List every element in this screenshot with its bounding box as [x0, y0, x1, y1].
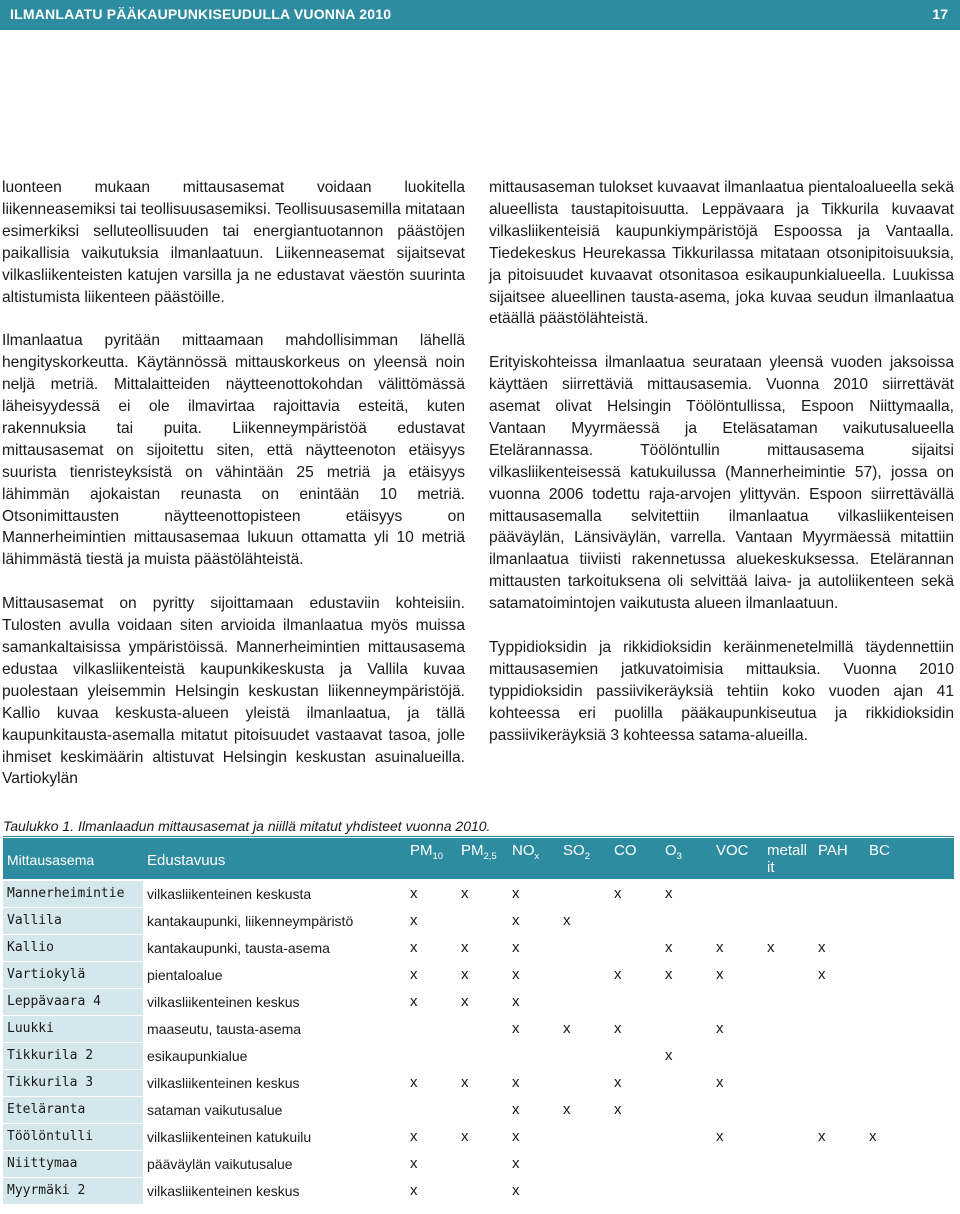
measurement-mark-cell: [814, 1042, 865, 1069]
measurement-mark-cell: x: [610, 1015, 661, 1042]
measurement-mark-cell: x: [406, 1177, 457, 1204]
right-text-column: [489, 177, 954, 768]
measurement-mark-cell: x: [406, 880, 457, 907]
table-row: [3, 1069, 954, 1096]
description-cell: pääväylän vaikutusalue: [143, 1150, 406, 1177]
station-name-cell: Leppävaara 4: [3, 988, 143, 1015]
paragraph: mittausaseman tulokset kuvaavat ilmanlaatua pientaloalueella sekä alueellista taustapitoisuutta. Leppävaara ja Tikkurila kuvaavat vilkasliikenteisiä kaupunkiympäristöjä Espoossa ja Vantaalla. Tiedekeskus Heurekassa Tikkurilassa mitataan otsonipitoisuuksia, ja pitoisuudet kuvaavat otsonitasoa esikaupunkialueella. Luukissa sijaitsee alueellinen tausta-asema, joka kuvaa seudun ilmanlaatua etäällä päästölähteistä.: [489, 179, 954, 328]
measurement-mark-cell: x: [610, 1069, 661, 1096]
measurement-mark-cell: [559, 1042, 610, 1069]
measurement-mark-cell: x: [457, 934, 508, 961]
measurement-mark-cell: [814, 1150, 865, 1177]
measurement-mark-cell: [865, 934, 954, 961]
table-row: [3, 1096, 954, 1123]
measurement-mark-cell: [865, 907, 954, 934]
measurement-mark-cell: x: [712, 1123, 763, 1150]
measurement-mark-cell: x: [865, 1123, 954, 1150]
measurement-mark-cell: [559, 934, 610, 961]
measurement-mark-cell: x: [508, 934, 559, 961]
measurement-mark-cell: [763, 1177, 814, 1204]
caption-divider: [3, 836, 954, 837]
description-cell: maaseutu, tausta-asema: [143, 1015, 406, 1042]
station-name-cell: Eteläranta: [3, 1096, 143, 1123]
station-name-cell: Myyrmäki 2: [3, 1177, 143, 1204]
measurement-mark-cell: x: [763, 934, 814, 961]
measurement-mark-cell: [457, 1015, 508, 1042]
measurement-mark-cell: [610, 988, 661, 1015]
running-header-title: ILMANLAATU PÄÄKAUPUNKISEUDULLA VUONNA 2010: [10, 6, 392, 22]
measurement-mark-cell: [661, 988, 712, 1015]
table-row: [3, 1015, 954, 1042]
description-cell: vilkasliikenteinen keskusta: [143, 880, 406, 907]
measurement-mark-cell: [763, 988, 814, 1015]
left-text-column: [2, 177, 465, 812]
measurement-mark-cell: [508, 1042, 559, 1069]
measurement-mark-cell: x: [508, 1096, 559, 1123]
measurement-mark-cell: x: [406, 934, 457, 961]
measurement-mark-cell: [814, 988, 865, 1015]
header-station: Mittausasema: [3, 838, 143, 880]
measurement-mark-cell: [712, 880, 763, 907]
measurement-mark-cell: x: [712, 934, 763, 961]
header-voc: VOC: [712, 838, 763, 880]
measurement-mark-cell: [763, 1096, 814, 1123]
measurement-mark-cell: [559, 1069, 610, 1096]
measurement-mark-cell: [559, 961, 610, 988]
measurement-mark-cell: x: [406, 1150, 457, 1177]
measurement-mark-cell: [610, 1150, 661, 1177]
table-row: [3, 907, 954, 934]
measurement-mark-cell: x: [406, 961, 457, 988]
table-row: [3, 880, 954, 907]
measurement-mark-cell: x: [508, 1123, 559, 1150]
measurement-mark-cell: x: [457, 1123, 508, 1150]
measurement-mark-cell: x: [559, 1015, 610, 1042]
paragraph: luonteen mukaan mittausasemat voidaan luokitella liikenneasemiksi tai teollisuusasemiksi. Teollisuusasemilla mitataan esimerkiksi selluteollisuuden tai energiantuotannon päästöjen paikallisia vaikutuksia ilmanlaatuun. Liikenneasemat sijaitsevat vilkasliikenteisten katujen varsilla ja ne edustavat väestön suurinta altistumista liikenteen päästöille.: [2, 179, 465, 306]
measurement-mark-cell: x: [406, 1123, 457, 1150]
measurement-mark-cell: [559, 988, 610, 1015]
table-row: [3, 1123, 954, 1150]
paragraph: Mittausasemat on pyritty sijoittamaan edustaviin kohteisiin. Tulosten avulla voidaan siten arvioida ilmanlaatua myös muissa samankaltaisissa ympäristöissä. Mannerheimintien mittausasema edustaa vilkasliikenteistä kaupunkikeskusta ja Vallila kuvaa puolestaan yleisemmin Helsingin keskustan liikenneympäristöjä. Kallio kuvaa keskusta-alueen yleistä ilmanlaatua, ja tällä kaupunkitausta-asemalla mitatut pitoisuudet vastaavat tasoa, jolle ihmiset keskimäärin altistuvat Helsingin keskustan asuinalueilla. Vartiokylän: [2, 595, 465, 788]
header-bc: BC: [865, 838, 954, 880]
measurement-mark-cell: [763, 1123, 814, 1150]
measurement-mark-cell: x: [457, 961, 508, 988]
measurement-mark-cell: [457, 1177, 508, 1204]
measurement-mark-cell: [712, 988, 763, 1015]
measurement-mark-cell: x: [406, 907, 457, 934]
measurement-mark-cell: [661, 1177, 712, 1204]
header-description: Edustavuus: [143, 838, 406, 880]
measurement-mark-cell: x: [814, 1123, 865, 1150]
measurement-mark-cell: [865, 1069, 954, 1096]
measurement-mark-cell: [814, 1015, 865, 1042]
description-cell: esikaupunkialue: [143, 1042, 406, 1069]
table-body: [3, 880, 954, 1204]
measurement-mark-cell: [763, 880, 814, 907]
measurement-mark-cell: [763, 1042, 814, 1069]
table-row: [3, 1177, 954, 1204]
measurement-mark-cell: x: [610, 1096, 661, 1123]
measurement-mark-cell: x: [559, 1096, 610, 1123]
measurement-mark-cell: [661, 1015, 712, 1042]
description-cell: vilkasliikenteinen keskus: [143, 988, 406, 1015]
measurement-mark-cell: [814, 1069, 865, 1096]
measurement-mark-cell: x: [661, 961, 712, 988]
header-metals: metallit: [763, 838, 814, 880]
measurement-mark-cell: [763, 1150, 814, 1177]
measurement-mark-cell: x: [508, 907, 559, 934]
measurement-mark-cell: [865, 988, 954, 1015]
header-co: CO: [610, 838, 661, 880]
measurement-mark-cell: [559, 1177, 610, 1204]
measurement-mark-cell: x: [712, 1069, 763, 1096]
measurement-mark-cell: [661, 907, 712, 934]
table-row: [3, 961, 954, 988]
header-pm25: $PM_{2,5}$: [457, 838, 508, 880]
measurement-mark-cell: x: [508, 1069, 559, 1096]
measurement-mark-cell: [814, 880, 865, 907]
description-cell: sataman vaikutusalue: [143, 1096, 406, 1123]
description-cell: pientaloalue: [143, 961, 406, 988]
station-name-cell: Tikkurila 2: [3, 1042, 143, 1069]
measurement-mark-cell: x: [457, 880, 508, 907]
measurement-mark-cell: [712, 1096, 763, 1123]
measurement-mark-cell: [457, 1042, 508, 1069]
measurement-mark-cell: [712, 1150, 763, 1177]
header-o3: $O_3$: [661, 838, 712, 880]
measurement-mark-cell: [406, 1096, 457, 1123]
header-so2: $SO_2$: [559, 838, 610, 880]
measurement-mark-cell: [763, 1069, 814, 1096]
measurement-mark-cell: x: [610, 961, 661, 988]
station-name-cell: Töölöntulli: [3, 1123, 143, 1150]
measurement-mark-cell: [712, 1042, 763, 1069]
measurement-mark-cell: [712, 907, 763, 934]
measurement-mark-cell: [610, 1123, 661, 1150]
description-cell: vilkasliikenteinen katukuilu: [143, 1123, 406, 1150]
table-row: [3, 1042, 954, 1069]
measurement-mark-cell: [610, 934, 661, 961]
paragraph: Ilmanlaatua pyritään mittaamaan mahdollisimman lähellä hengityskorkeutta. Käytännössä mittauskorkeus on yleensä noin neljä metriä. Mittalaitteiden näytteenottokohdan välittömässä läheisyydessä ei ole ilmavirtaa rajoittavia esteitä, kuten rakennuksia tai puita. Liikenneympäristöä edustavat mittausasemat on sijoitettu siten, että näytteenoton etäisyys suurista tienristeyksistä on vähintään 25 metriä ja etäisyys lähimmän ajokaistan reunasta on enintään 10 metriä. Otsonimittausten näytteenottopisteen etäisyys on Mannerheimintien mittausasemaa lukuun ottamatta yli 10 metriä lähimmästä tiestä ja muista päästölähteistä.: [2, 332, 465, 569]
header-nox: $NO_x$: [508, 838, 559, 880]
station-name-cell: Kallio: [3, 934, 143, 961]
table-caption: Taulukko 1. Ilmanlaadun mittausasemat ja niillä mitatut yhdisteet vuonna 2010.: [3, 818, 491, 834]
measurement-mark-cell: [865, 880, 954, 907]
measurement-mark-cell: x: [508, 880, 559, 907]
measurement-mark-cell: x: [559, 907, 610, 934]
description-cell: vilkasliikenteinen keskus: [143, 1069, 406, 1096]
measurement-mark-cell: x: [508, 988, 559, 1015]
measurement-mark-cell: [865, 1042, 954, 1069]
measurement-mark-cell: [661, 1069, 712, 1096]
table-header-row: [3, 838, 954, 880]
measurement-mark-cell: x: [661, 1042, 712, 1069]
header-pah: PAH: [814, 838, 865, 880]
measurement-mark-cell: x: [508, 1177, 559, 1204]
table-row: [3, 934, 954, 961]
measurement-mark-cell: [610, 1177, 661, 1204]
header-pm10: $PM_{10}$: [406, 838, 457, 880]
measurement-mark-cell: [865, 1015, 954, 1042]
measurement-mark-cell: [865, 1177, 954, 1204]
measurement-mark-cell: [661, 1150, 712, 1177]
table-row: [3, 988, 954, 1015]
description-cell: vilkasliikenteinen keskus: [143, 1177, 406, 1204]
measurement-mark-cell: [457, 1150, 508, 1177]
measurement-mark-cell: x: [712, 1015, 763, 1042]
station-name-cell: Vartiokylä: [3, 961, 143, 988]
measurement-mark-cell: [457, 907, 508, 934]
measurement-mark-cell: [559, 1150, 610, 1177]
measurement-mark-cell: x: [814, 934, 865, 961]
station-name-cell: Niittymaa: [3, 1150, 143, 1177]
measurement-mark-cell: [661, 1123, 712, 1150]
description-cell: kantakaupunki, tausta-asema: [143, 934, 406, 961]
measurement-mark-cell: [865, 961, 954, 988]
paragraph: Typpidioksidin ja rikkidioksidin keräinmenetelmillä täydennettiin mittausasemien jatkuvatoimisia mittauksia. Vuonna 2010 typpidioksidin passiivikeräyksiä tehtiin koko vuoden ajan 41 kohteessa eri puolilla pääkaupunkiseutua ja rikkidioksidin passiivikeräyksiä 3 kohteessa satama-alueilla.: [489, 639, 954, 744]
measurement-mark-cell: [865, 1150, 954, 1177]
measurement-mark-cell: [763, 961, 814, 988]
measurement-mark-cell: x: [814, 961, 865, 988]
measurement-mark-cell: [814, 1096, 865, 1123]
measurement-mark-cell: x: [508, 1150, 559, 1177]
measurement-mark-cell: x: [661, 934, 712, 961]
measurement-mark-cell: x: [457, 988, 508, 1015]
measurement-mark-cell: [763, 1015, 814, 1042]
station-name-cell: Tikkurila 3: [3, 1069, 143, 1096]
header-bar: [0, 0, 960, 30]
measurement-mark-cell: [814, 1177, 865, 1204]
stations-table: [3, 838, 954, 1205]
table-row: [3, 1150, 954, 1177]
measurement-mark-cell: [406, 1015, 457, 1042]
measurement-mark-cell: x: [406, 1069, 457, 1096]
measurement-mark-cell: x: [508, 961, 559, 988]
measurement-mark-cell: [763, 907, 814, 934]
measurement-mark-cell: [457, 1096, 508, 1123]
measurement-mark-cell: [712, 1177, 763, 1204]
measurement-mark-cell: x: [661, 880, 712, 907]
measurement-mark-cell: x: [406, 988, 457, 1015]
measurement-mark-cell: [610, 1042, 661, 1069]
measurement-mark-cell: x: [508, 1015, 559, 1042]
measurement-mark-cell: x: [457, 1069, 508, 1096]
description-cell: kantakaupunki, liikenneympäristö: [143, 907, 406, 934]
measurement-mark-cell: [406, 1042, 457, 1069]
station-name-cell: Luukki: [3, 1015, 143, 1042]
paragraph: Erityiskohteissa ilmanlaatua seurataan yleensä vuoden jaksoissa käyttäen siirrettäviä mittausasemia. Vuonna 2010 siirrettävät asemat olivat Helsingin Töölöntullissa, Espoon Niittymaalla, Vantaan Myyrmäessä ja Eteläsataman vaikutusalueella Etelärannassa. Töölöntullin mittausasema sijaitsi vilkasliikenteisessä katukuilussa (Mannerheimintie 57), jossa on vuonna 2006 todettu raja-arvojen ylittyvän. Espoon siirrettävällä mittausasemalla selvitettiin ilmanlaatua vilkasliikenteisen pääväylän, Länsiväylän, varrella. Vantaan Myyrmäessä mitattiin ilmanlaatua tiiviisti rakennetussa aluekeskuksessa. Etelärannan mittausten tarkoituksena oli selvittää laiva- ja autoliikenteen sekä satamatoimintojen vaikutusta alueen ilmanlaatuun.: [489, 354, 954, 613]
station-name-cell: Mannerheimintie: [3, 880, 143, 907]
measurement-mark-cell: [661, 1096, 712, 1123]
measurement-mark-cell: [610, 907, 661, 934]
measurement-mark-cell: [559, 880, 610, 907]
measurement-mark-cell: x: [712, 961, 763, 988]
measurement-mark-cell: x: [610, 880, 661, 907]
station-name-cell: Vallila: [3, 907, 143, 934]
measurement-mark-cell: [865, 1096, 954, 1123]
page-number: 17: [932, 6, 948, 22]
measurement-mark-cell: [559, 1123, 610, 1150]
measurement-mark-cell: [814, 907, 865, 934]
